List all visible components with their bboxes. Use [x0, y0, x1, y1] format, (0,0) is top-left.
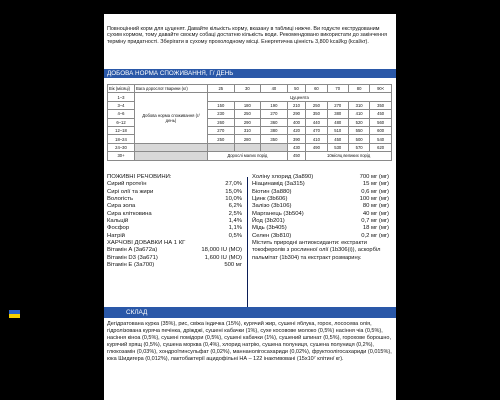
- value-cell: 500: [348, 135, 369, 143]
- value-cell: 180: [234, 101, 261, 109]
- age-cell: 3–4: [108, 101, 135, 109]
- value-cell: 540: [370, 135, 392, 143]
- nutrients-right: [252, 174, 389, 262]
- large-label: 10місяц великих порід: [306, 152, 392, 160]
- value-cell: 380: [327, 110, 348, 118]
- puppies-label: Цуценята: [208, 93, 392, 101]
- nutrients-title: ПОЖИВНІ РЕЧОВИНИ:: [107, 174, 172, 180]
- blank-cell: [234, 143, 261, 151]
- value-cell: 530: [327, 143, 348, 151]
- value-cell: 270: [261, 110, 288, 118]
- column-divider: [247, 177, 248, 318]
- additives-title: ХАРЧОВІ ДОБАВКИ НА 1 КГ: [107, 240, 186, 247]
- composition-header: [104, 307, 396, 318]
- mineral-row: Йод (3b201) 0,7 мг (мг): [252, 218, 389, 225]
- nutrient-row: Кальцій 1,4%: [107, 218, 242, 225]
- weight-cell: 50: [287, 85, 306, 93]
- mineral-row: Мідь (3b405) 18 мг (мг): [252, 225, 389, 232]
- value-cell: 480: [327, 118, 348, 126]
- value-cell: 350: [370, 101, 392, 109]
- value-cell: 430: [287, 143, 306, 151]
- value-cell: 600: [370, 126, 392, 134]
- weight-header: Вага дорослої тварини (кг): [135, 85, 208, 93]
- weight-cell: 30: [234, 85, 261, 93]
- age-cell: 1–3: [108, 93, 135, 101]
- value-cell: 450: [370, 110, 392, 118]
- value-cell: 280: [234, 135, 261, 143]
- blank-cell: [135, 143, 208, 151]
- age-cell: 30+: [108, 152, 135, 160]
- value-cell: 190: [261, 101, 288, 109]
- value-cell: 470: [306, 126, 327, 134]
- value-cell: 290: [234, 118, 261, 126]
- value-cell: 290: [287, 110, 306, 118]
- value-cell: 380: [261, 126, 288, 134]
- value-cell: 210: [287, 101, 306, 109]
- value-cell: 270: [327, 101, 348, 109]
- daily-norm-title: ДОБОВА НОРМА СПОЖИВАННЯ, Г/ ДЕНЬ: [107, 70, 234, 77]
- value-cell: 230: [208, 110, 235, 118]
- label-panel: [104, 14, 396, 400]
- value-cell: 420: [287, 126, 306, 134]
- value-cell: 560: [370, 118, 392, 126]
- flag-bottom: [9, 314, 20, 318]
- blank-cell: [135, 152, 208, 160]
- value-cell: 510: [327, 126, 348, 134]
- value-cell: 550: [348, 126, 369, 134]
- antioxidants-text: Містить природні антиоксиданти: екстракти токоферолів з рослинної олії (1b306(i)), аскорбіл пальмітат (1b304) та екстракт розмарину.: [252, 240, 381, 261]
- nutrient-row: Вологість 10,0%: [107, 196, 242, 203]
- value-cell: 520: [348, 118, 369, 126]
- composition-text: Дегідратована курка (35%), рис, свіжа індичка (15%), курячий жир, сушені яблука, горох, лососева олія, гідролізована куряча печінка, дріжджі, сушені кабачки (1%), сухе косовове молоко (0,5%) насіння чіа (0,5%), насіння кіноа (0,5%), сушені помідори (0,5%), сушені кабачки (1%), сушений шпинат (0,5%), горохове борошно, курячий хрящ (0,5%), сушена морква (0,4%), хлорид натрію, сушена полуниця, сушена полуниця (0,2%), глюкозамін (0,03%), хондроїтинсульфат (0,02%), маннанолігосахариди (0,02%), фруктоолігосахариди (0,015%), юка Шидигера (0,012%), лактобактерії ацидофільні НА – 122 інактивовані (15х10⁷ клітин/ кг).: [107, 321, 392, 362]
- value-cell: 620: [370, 143, 392, 151]
- value-cell: 450: [287, 152, 306, 160]
- value-cell: 410: [348, 110, 369, 118]
- dosage-table: [107, 84, 392, 161]
- mineral-row: Залізо (3b106) 80 мг (мг): [252, 203, 389, 210]
- mineral-row: Селен (3b810) 0,2 мг (мг): [252, 232, 389, 239]
- nutrient-row: Натрій 0,5%: [107, 232, 242, 239]
- value-cell: 400: [287, 118, 306, 126]
- composition-title: СКЛАД: [126, 309, 148, 316]
- weight-cell: 40: [261, 85, 288, 93]
- weight-cell: 25: [208, 85, 235, 93]
- nutrient-row: Сирі олії та жири 15,0%: [107, 188, 242, 195]
- value-cell: 490: [306, 143, 327, 151]
- nutrient-row: Фосфор 1,1%: [107, 225, 242, 232]
- weight-cell: 90<: [370, 85, 392, 93]
- value-cell: 310: [348, 101, 369, 109]
- nutrient-row: Сира зола 6,2%: [107, 203, 242, 210]
- side-label: Добова норма споживання (г/ день): [135, 93, 208, 143]
- age-cell: 18–24: [108, 135, 135, 143]
- value-cell: 310: [234, 126, 261, 134]
- weight-cell: 80: [348, 85, 369, 93]
- age-cell: 4–6: [108, 110, 135, 118]
- value-cell: 350: [261, 135, 288, 143]
- age-cell: 24–30: [108, 143, 135, 151]
- nutrients-left: [107, 174, 242, 269]
- mineral-row: Цинк (3b606) 100 мг (мг): [252, 196, 389, 203]
- additive-row: Вітамін D3 (3a671) 1,600 IU (MO): [107, 254, 242, 261]
- value-cell: 450: [327, 135, 348, 143]
- age-cell: 12–18: [108, 126, 135, 134]
- age-header: Вік (місяці): [108, 85, 135, 93]
- value-cell: 250: [234, 110, 261, 118]
- usage-text: Повноцінний корм для цуценят. Давайте кількість корму, вказану в таблиці нижче. Ви годуєте екструдованим сухим кормом, тому давайте своєму собаці достатню кількість води. Рекомендовано використати до закінчення терміну придатності. Зберігати в сухому прохолодному місці. Енергетична цінність 3,800 kcal/kg (kcal/кг).: [107, 26, 387, 45]
- mineral-row: Марганець (3b504) 40 мг (мг): [252, 210, 389, 217]
- daily-norm-header: [104, 69, 396, 78]
- weight-cell: 60: [306, 85, 327, 93]
- value-cell: 150: [208, 101, 235, 109]
- nutrient-row: Сирий протеїн 27,0%: [107, 181, 242, 188]
- value-cell: 250: [306, 101, 327, 109]
- mineral-row: Біотин (3a880) 0,6 мг (мг): [252, 188, 389, 195]
- value-cell: 250: [208, 135, 235, 143]
- additive-row: Вітамін E (3a700) 500 мг: [107, 262, 242, 269]
- mineral-row: Ніацинамід (3a315) 15 мг (мг): [252, 181, 389, 188]
- age-cell: 6–12: [108, 118, 135, 126]
- value-cell: 260: [208, 118, 235, 126]
- adult-label: Дорослі малих порід: [208, 152, 288, 160]
- value-cell: 440: [306, 118, 327, 126]
- additive-row: Вітамін A (3a672a) 18,000 IU (MO): [107, 247, 242, 254]
- weight-cell: 70: [327, 85, 348, 93]
- value-cell: 270: [208, 126, 235, 134]
- value-cell: 410: [306, 135, 327, 143]
- blank-cell: [261, 143, 288, 151]
- value-cell: 570: [348, 143, 369, 151]
- value-cell: 360: [261, 118, 288, 126]
- ukraine-flag-icon: [9, 310, 20, 318]
- value-cell: 390: [287, 135, 306, 143]
- mineral-row: Холіну хлорид (3a890) 700 мг (мг): [252, 174, 389, 180]
- value-cell: 350: [306, 110, 327, 118]
- blank-cell: [208, 143, 235, 151]
- nutrient-row: Сира клітковина 2,5%: [107, 210, 242, 217]
